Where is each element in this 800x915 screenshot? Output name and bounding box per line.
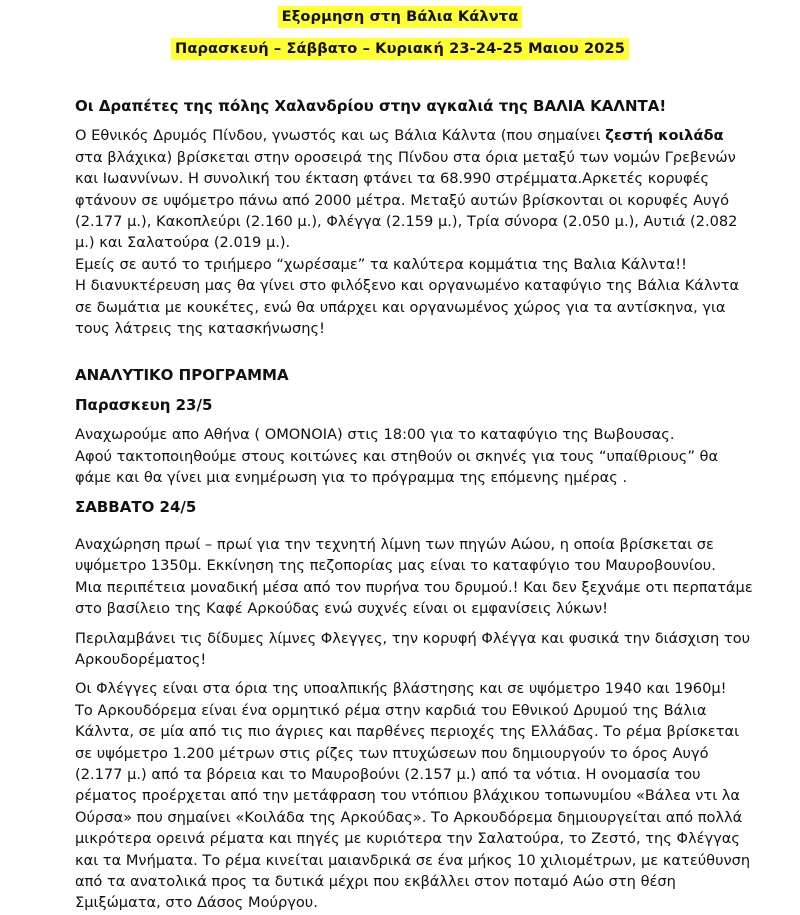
saturday-paragraph-5: Το Αρκουδόρεμα είναι ένα ορμητικό ρέμα στην καρδιά του Εθνικού Δρυμού της Βάλια Κάλντα, σε μία από τις πιο άγριες και παρθένες περιοχές της Ελλάδας. Το ρέμα βρίσκεται σε υψόμετρο 1.200 μέτρων στις ρίζες των πτυχώσεων που δημιουργούν το όρος Αυγό (2.177 μ.) από τα βόρεια και το Μαυροβούνι (2.157 μ.) από τα νότια. Η ονομασία του ρέματος προέρχεται από την μετάφραση του ντόπιου βλάχικου τοπωνυμίου «Βάλεα ντι λα Ούρσα» που σημαίνει «Κοιλάδα της Αρκούδας». Το Αρκουδόρεμα δημιουργείται από πολλά μικρότερα ορεινά ρέματα και πηγές με κυριότερα την Σαλατούρα, το Ζεστό, της Φλέγγας και τα Μνήματα. Το ρέμα κινείται μαιανδρικά σε ένα μήκος 10 χιλιομέτρων, με κατεύθυνση από τα ανατολικά προς τα δυτικά μέχρι που εκβάλλει στον ποταμό Αώο στη θέση Σμιξώματα, στο Δάσος Μούργου.	[75, 701, 751, 912]
spacer	[75, 670, 755, 678]
saturday-paragraph-4: Οι Φλέγγες είναι στα όρια της υποαλπικής βλάστησης και σε υψόμετρο 1940 και 1960μ!	[75, 680, 727, 698]
spacer	[75, 489, 755, 497]
saturday-paragraph-3: Περιλαμβάνει τις δίδυμες λίμνες Φλεγγες, την κορυφή Φλέγγα και φυσικά την διάσχιση του Αρκουδορέματος!	[75, 629, 751, 668]
program-heading: ΑΝΑΛΥΤΙΚΟ ΠΡΟΓΡΑΜΜΑ	[75, 366, 289, 385]
title-line	[0, 6, 800, 28]
intro-text-post: στα βλάχικα) βρίσκεται στην οροσειρά της Πίνδου στα όρια μεταξύ των νομών Γρεβενών και Ιωαννίνων. Η συνολική του έκταση φτάνει τα 68.990 στρέμματα.Αρκετές κορυφές φτάνουν σε υψόμετρο πάνω από 2000 μέτρα. Μεταξύ αυτών βρίσκονται οι κορυφές Αυγό (2.177 μ.), Κακοπλεύρι (2.160 μ.), Φλέγγα (2.159 μ.), Τρία σύνορα (2.050 μ.), Αυτιά (2.082 μ.) και Σαλατούρα (2.019 μ.).	[75, 148, 738, 252]
spacer	[75, 339, 755, 365]
intro-bold-term: ζεστή κοιλάδα	[605, 127, 724, 145]
intro-paragraph	[75, 125, 755, 253]
intro-heading: Οι Δραπέτες της πόλης Χαλανδρίου στην αγκαλιά της ΒΑΛΙΑ ΚΑΛΝΤΑ!	[75, 97, 667, 115]
saturday-heading: ΣΑΒΒΑΤΟ 24/5	[75, 497, 197, 516]
saturday-paragraph-1: Αναχώρηση πρωί – πρωί για την τεχνητή λίμνη των πηγών Αώου, η οποία βρίσκεται σε υψόμετρο 1350μ. Εκκίνηση της πεζοπορίας μας είναι το καταφύγιο του Μαυροβουνίου.	[75, 535, 716, 575]
spacer	[75, 387, 755, 395]
spacer	[75, 416, 755, 424]
intro-paragraph-2: Εμείς σε αυτό το τριήμερο “χωρέσαμε” τα καλύτερα κομμάτια της Βαλια Κάλντα!!	[75, 255, 687, 273]
spacer	[75, 117, 755, 125]
friday-heading: Παρασκευη 23/5	[75, 395, 213, 414]
trip-dates: Παρασκευή – Σάββατο – Κυριακή 23-24-25 Μαιου 2025	[171, 38, 629, 60]
friday-paragraph-1: Αναχωρούμε απο Αθήνα ( ΟΜΟΝΟΙΑ) στις 18:00 για το καταφύγιο της Βωβουσας.	[75, 426, 675, 444]
spacer	[75, 518, 755, 534]
friday-paragraph-2: Αφού τακτοποιηθούμε στους κοιτώνες και στηθούν οι σκηνές για τους “υπαίθριους” θα φάμε και θα γίνει μια ενημέρωση για το πρόγραμμα της επόμενης ημέρας .	[75, 447, 719, 487]
saturday-paragraph-2: Μια περιπέτεια μοναδική μέσα από τον πυρήνα του δρυμού.! Και δεν ξεχνάμε οτι περπατάμε στο βασίλειο της Καφέ Αρκούδας ενώ συχνές είναι οι εμφανίσεις λύκων!	[75, 578, 753, 618]
document-body	[75, 96, 755, 914]
document-title: Εξορμηση στη Βάλια Κάλντα	[278, 6, 523, 28]
spacer	[75, 620, 755, 628]
dates-line	[0, 38, 800, 60]
intro-text-pre: Ο Εθνικός Δρυμός Πίνδου, γνωστός και ως Βάλια Κάλντα (που σημαίνει	[75, 127, 606, 145]
intro-paragraph-3: Η διανυκτέρευση μας θα γίνει στο φιλόξενο και οργανωμένο καταφύγιο της Βάλια Κάλντα σε δωμάτια με κουκέτες, ενώ θα υπάρχει και οργανωμένος χώρος για τα αντίσκηνα, για τους λάτρεις της κατασκήνωσης!	[75, 277, 740, 338]
